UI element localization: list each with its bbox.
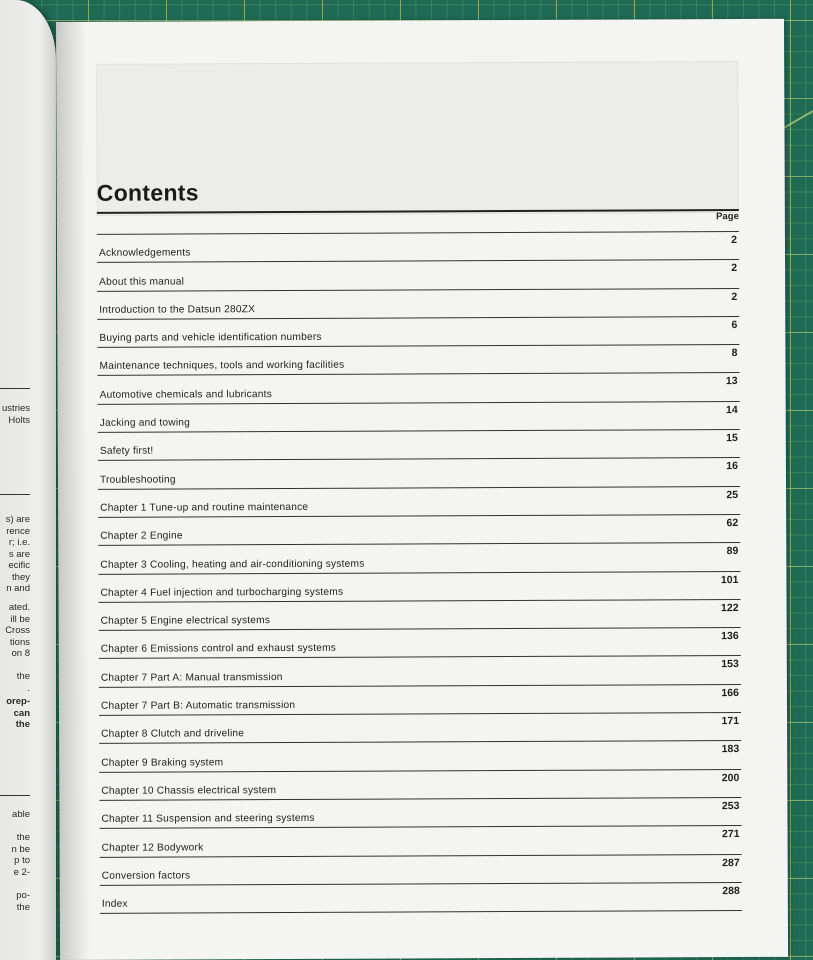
entry-page: 183 — [721, 743, 740, 756]
contents-entry — [97, 288, 739, 319]
contents-entry — [97, 259, 739, 290]
entry-page: 288 — [722, 884, 740, 897]
entry-page: 166 — [721, 686, 739, 699]
entry-page: 136 — [721, 630, 739, 643]
left-page-text: able — [12, 809, 30, 820]
contents-entry — [99, 655, 741, 686]
contents-entry — [98, 457, 740, 488]
entry-page: 101 — [720, 573, 739, 586]
entry-page: 89 — [726, 545, 739, 558]
left-page-text: ated. ill be Cross tions on 8 — [5, 602, 30, 659]
contents-entry — [98, 373, 740, 404]
contents-entry — [99, 769, 741, 800]
contents-entry — [98, 514, 740, 545]
entry-page: 171 — [721, 715, 740, 728]
entry-page: 253 — [721, 799, 740, 813]
entry-title: Introduction to the Datsun 280ZX — [99, 304, 256, 316]
entry-title: Chapter 6 Emissions control and exhaust systems — [100, 643, 337, 656]
entry-title: Chapter 10 Chassis electrical system — [101, 784, 277, 797]
entry-page: 62 — [726, 516, 739, 530]
contents-entry — [98, 401, 740, 432]
entry-title: Chapter 12 Bodywork — [101, 841, 204, 854]
entry-title: Automotive chemicals and lubricants — [99, 388, 272, 401]
contents-entry — [100, 854, 742, 885]
entry-page: 15 — [726, 432, 738, 445]
contents-page — [56, 19, 788, 960]
left-page-text: orep- can the — [6, 696, 30, 730]
entry-title: Chapter 3 Cooling, heating and air-conditioning systems — [100, 558, 365, 571]
contents-entry — [99, 684, 741, 715]
entry-page: 200 — [721, 771, 740, 784]
entry-title: Chapter 9 Braking system — [101, 756, 224, 769]
entry-title: Safety first! — [99, 445, 154, 458]
left-page-text: po- the — [16, 890, 30, 913]
entry-title: Index — [101, 898, 128, 910]
entry-page: 2 — [731, 234, 737, 247]
contents-entry — [100, 825, 742, 856]
entry-title: Conversion factors — [101, 870, 191, 882]
entry-page: 14 — [725, 403, 738, 416]
left-page-text: the . — [16, 671, 30, 694]
page-column-header: Page — [716, 211, 739, 223]
left-page — [0, 0, 56, 960]
entry-page: 16 — [726, 460, 738, 473]
contents-entry — [99, 740, 741, 771]
entry-title: Troubleshooting — [99, 474, 176, 486]
left-page-rule — [0, 494, 30, 495]
entry-page: 6 — [731, 318, 738, 331]
left-page-text: s) are rence r; i.e. s are ecific they n and — [5, 514, 30, 594]
entry-title: Chapter 1 Tune-up and routine maintenance — [100, 501, 309, 514]
entry-title: Chapter 4 Fuel injection and turbocharging systems — [100, 586, 344, 599]
page-gutter-shadow — [56, 22, 90, 960]
entry-title: Maintenance techniques, tools and working facilities — [99, 360, 345, 373]
left-page-rule — [0, 388, 30, 389]
entry-page: 2 — [731, 290, 738, 303]
contents-entry — [98, 571, 740, 602]
contents-entry — [97, 231, 739, 262]
entry-title: Chapter 5 Engine electrical systems — [100, 615, 271, 627]
entry-title: Chapter 8 Clutch and driveline — [101, 728, 245, 741]
entry-title: Chapter 2 Engine — [100, 530, 183, 543]
entry-title: Chapter 11 Suspension and steering systems — [101, 813, 315, 826]
entry-title: About this manual — [99, 276, 185, 288]
contents-entry — [98, 486, 740, 517]
contents-list — [97, 231, 742, 914]
contents-entry — [99, 712, 741, 743]
contents-entry — [99, 797, 741, 828]
contents-entry — [100, 882, 742, 914]
left-page-text: the n be p to e 2- — [11, 832, 30, 878]
contents-entry — [99, 599, 741, 630]
entry-page: 271 — [721, 828, 740, 841]
contents-entry — [97, 316, 739, 347]
contents-entry — [98, 429, 740, 460]
contents-entry — [97, 344, 739, 375]
entry-page: 13 — [725, 375, 738, 388]
contents-entry — [98, 542, 740, 573]
entry-page: 8 — [731, 347, 738, 360]
page-title: Contents — [96, 179, 199, 206]
entry-page: 2 — [731, 262, 738, 275]
entry-title: Chapter 7 Part A: Manual transmission — [100, 671, 283, 684]
entry-title: Acknowledgements — [98, 247, 191, 260]
contents-entry — [99, 627, 741, 658]
left-page-rule — [0, 795, 30, 796]
entry-page: 287 — [722, 856, 740, 869]
entry-title: Buying parts and vehicle identification numbers — [99, 332, 322, 345]
entry-title: Chapter 7 Part B: Automatic transmission — [100, 700, 296, 712]
entry-page: 153 — [721, 658, 739, 671]
entry-title: Jacking and towing — [99, 417, 191, 429]
left-page-text: ustries Holts — [2, 403, 30, 426]
entry-page: 122 — [721, 601, 739, 614]
entry-page: 25 — [726, 488, 739, 501]
